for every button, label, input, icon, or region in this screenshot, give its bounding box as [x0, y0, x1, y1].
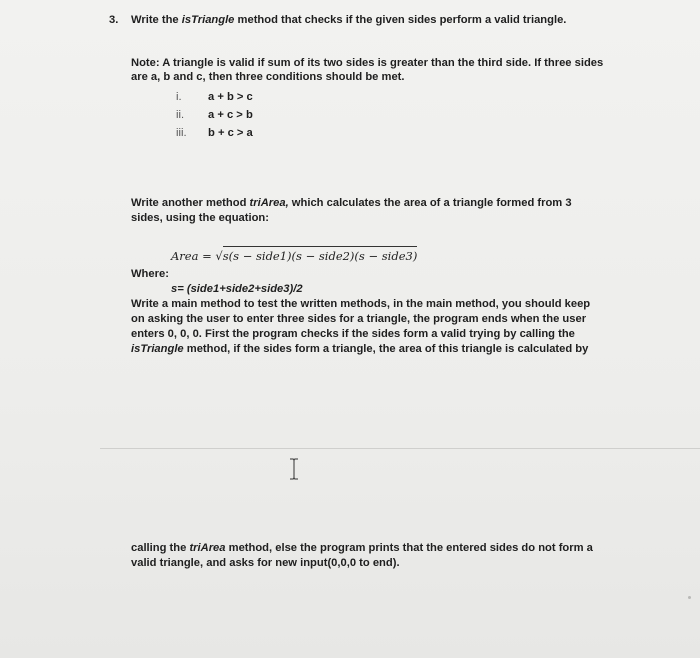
main-line-4	[131, 342, 588, 356]
condition-2-numeral: ii.	[176, 109, 185, 121]
area-line-1-prefix: Write another method	[131, 197, 250, 209]
area-method-name: triArea,	[249, 197, 289, 209]
condition-1-numeral: i.	[176, 91, 182, 103]
formula-rhs: s(s − side1)(s − side2)(s − side3)	[222, 249, 418, 263]
condition-2-expr: a + c > b	[208, 109, 253, 121]
main-line-4-suffix: method, if the sides form a triangle, the area of this triangle is calculated by	[183, 343, 589, 355]
scroll-marker	[688, 596, 691, 599]
continuation-suffix: method, else the program prints that the entered sides do not form a	[225, 542, 593, 554]
main-line-2: on asking the user to enter three sides for a triangle, the program ends when the user	[131, 313, 587, 325]
formula-lhs: Area =	[171, 249, 216, 263]
note-line-1: Note: A triangle is valid if sum of its two sides is greater than the third side. If three sides	[131, 57, 604, 69]
area-line-1-suffix: which calculates the area of a triangle formed from 3	[288, 197, 572, 209]
main-line-3: enters 0, 0, 0. First the program checks if the sides form a valid trying by calling the	[131, 328, 575, 340]
text-cursor-icon	[289, 458, 299, 480]
sqrt-icon: √	[215, 249, 223, 263]
sqrt-bar	[223, 246, 418, 247]
condition-1-expr: a + b > c	[208, 91, 253, 103]
question-number: 3.	[109, 14, 119, 26]
area-formula	[171, 249, 417, 263]
question-text-prefix: Write the	[131, 14, 182, 26]
question-text-suffix: method that checks if the given sides perform a valid triangle.	[234, 14, 567, 26]
area-line-2: sides, using the equation:	[131, 212, 269, 224]
continuation-prefix: calling the	[131, 542, 190, 554]
condition-3-numeral: iii.	[176, 127, 187, 139]
area-line-1	[131, 196, 572, 210]
condition-3-expr: b + c > a	[208, 127, 253, 139]
question-text	[131, 13, 566, 27]
formula-radicand	[223, 249, 418, 263]
question-method-name: isTriangle	[181, 14, 235, 26]
note-line-2: are a, b and c, then three conditions should be met.	[131, 71, 405, 83]
s-definition: s= (side1+side2+side3)/2	[171, 283, 303, 295]
continuation-line-1	[131, 541, 593, 555]
continuation-method-name: triArea	[189, 542, 226, 554]
main-line-1: Write a main method to test the written methods, in the main method, you should keep	[131, 298, 591, 310]
continuation-line-2: valid triangle, and asks for new input(0,0,0 to end).	[131, 557, 400, 569]
main-method-name: isTriangle	[131, 343, 184, 355]
where-label: Where:	[131, 268, 169, 280]
